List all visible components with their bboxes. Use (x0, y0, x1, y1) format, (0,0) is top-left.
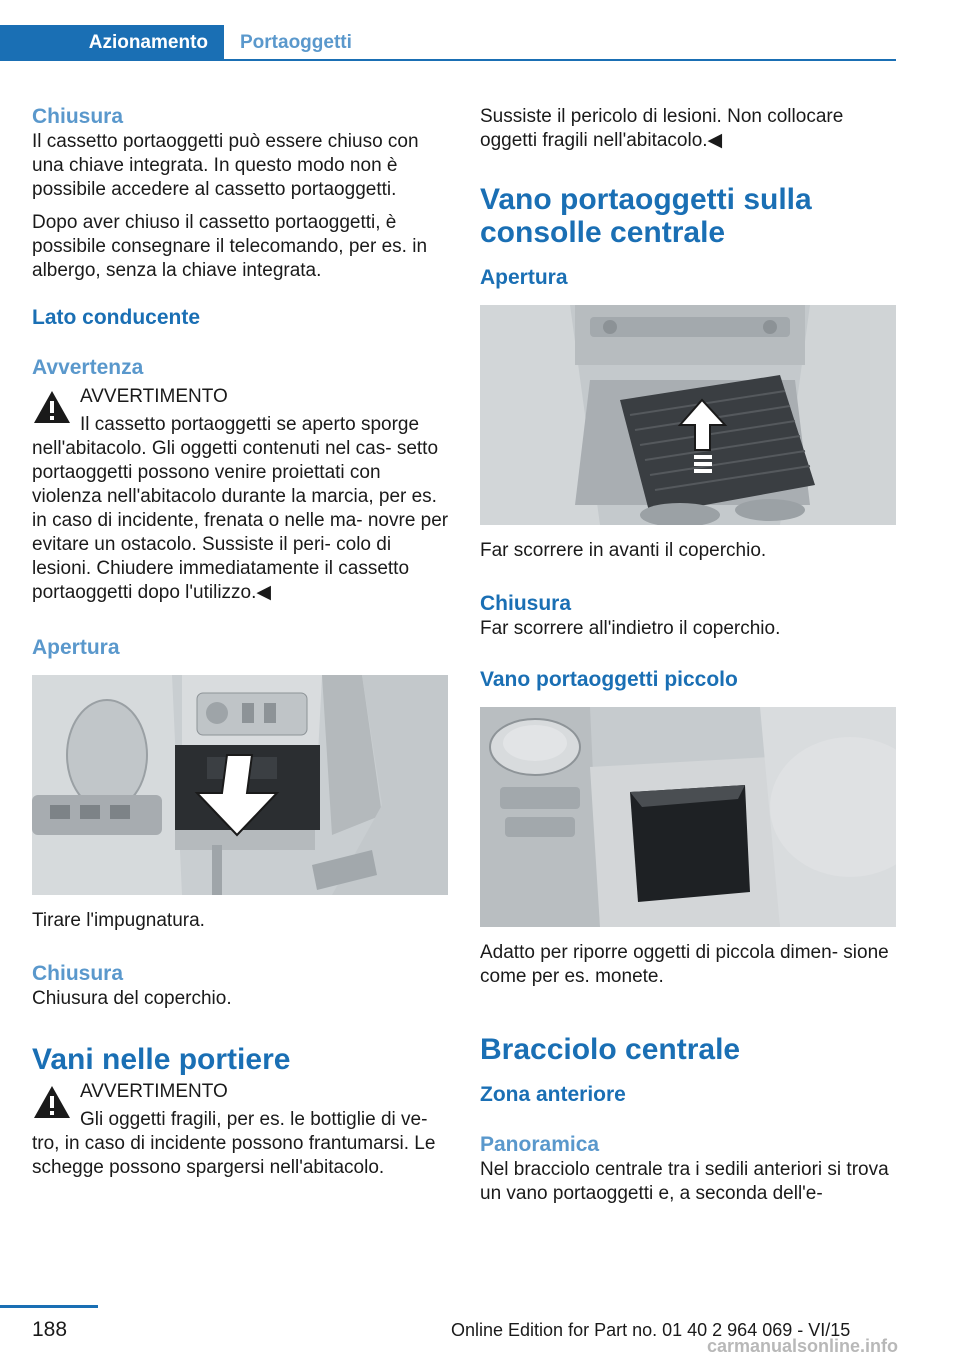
tab-portaoggetti[interactable]: Portaoggetti (240, 32, 352, 53)
section-title-vani-portiere: Vani nelle portiere (32, 1043, 291, 1076)
figure-caption: Tirare l'impugnatura. (32, 910, 205, 931)
warning-text: Il cassetto portaoggetti se aperto sporge (80, 414, 420, 435)
warning-label: AVVERTIMENTO (80, 1081, 228, 1102)
warning-icon (32, 389, 72, 425)
paragraph: Dopo aver chiuso il cassetto portaoggetti, è possibile consegnare il telecomando, per es. in albergo, senza la chiave integrata. (32, 212, 428, 281)
page-number: 188 (32, 1318, 68, 1341)
header-tabs (0, 25, 896, 61)
figure-caption: Far scorrere in avanti il coperchio. (480, 540, 767, 561)
warning-icon (32, 1084, 72, 1120)
section-title-chiusura-2: Chiusura (32, 962, 124, 985)
section-title-chiusura: Chiusura (32, 105, 124, 128)
left-column (32, 100, 450, 1180)
warning-block (32, 1080, 450, 1180)
warning-block (32, 385, 450, 605)
paragraph: Far scorrere all'indietro il coperchio. (480, 618, 781, 639)
warning-text: tro, in caso di incidente possono frantumarsi. Le schegge possono spargersi nell'abitacolo. (32, 1133, 436, 1178)
console-compartment-illustration (480, 305, 896, 525)
warning-label: AVVERTIMENTO (80, 386, 228, 407)
right-column (480, 100, 896, 1206)
paragraph: Nel bracciolo centrale tra i sedili anteriori si trova un vano portaoggetti e, a seconda dell'e‐ (480, 1159, 889, 1204)
paragraph: Il cassetto portaoggetti può essere chiuso con una chiave integrata. In questo modo non è possibile accedere al cassetto portaoggetti. (32, 131, 419, 200)
section-title-vano-consolle: Vano portaoggetti sulla consolle centrale (480, 183, 812, 249)
glovebox-illustration (32, 675, 448, 895)
header-rule (224, 59, 896, 61)
section-title-bracciolo: Bracciolo centrale (480, 1033, 741, 1066)
footer-rule (0, 1305, 98, 1308)
paragraph: Chiusura del coperchio. (32, 988, 232, 1009)
section-title-apertura: Apertura (32, 636, 120, 659)
figure-caption: Adatto per riporre oggetti di piccola dimen‐ sione come per es. monete. (480, 942, 889, 987)
edition-note: Online Edition for Part no. 01 40 2 964 069 - VI/15 (451, 1320, 851, 1340)
warning-text: Gli oggetti fragili, per es. le bottiglie di ve‐ (80, 1109, 428, 1130)
section-title-lato-conducente: Lato conducente (32, 306, 201, 329)
section-title-panoramica: Panoramica (480, 1133, 600, 1156)
small-compartment-illustration (480, 707, 896, 927)
section-title-zona-anteriore: Zona anteriore (480, 1083, 626, 1106)
paragraph: Sussiste il pericolo di lesioni. Non collocare oggetti fragili nell'abitacolo.◀ (480, 106, 844, 151)
section-title-apertura-right: Apertura (480, 266, 568, 289)
section-title-vano-piccolo: Vano portaoggetti piccolo (480, 668, 738, 691)
section-title-avvertenza: Avvertenza (32, 356, 144, 379)
section-title-chiusura-right: Chiusura (480, 592, 572, 615)
watermark: carmanualsonline.info (707, 1336, 899, 1356)
warning-text: nell'abitacolo. Gli oggetti contenuti nel cas‐ setto portaoggetti possono venire proiettati con violenza nell'abitacolo durante la marcia, per es. in caso di incidente, frenata o nelle ma‐ novre per evitare un ostacolo. Sussiste il peri‐ colo di lesioni. Chiudere immediatamente il cassetto portaoggetti dopo l'utilizzo.◀ (32, 438, 449, 603)
tab-azionamento[interactable]: Azionamento (0, 25, 224, 61)
